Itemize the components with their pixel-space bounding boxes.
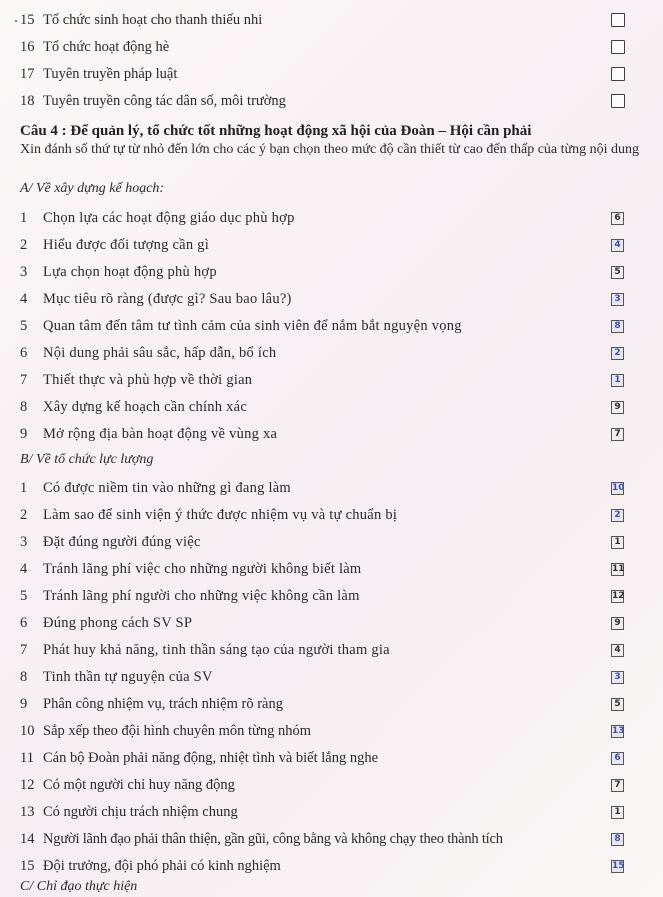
item-text: Thiết thực và phù hợp về thời gian: [43, 372, 253, 388]
list-item: [0, 262, 663, 288]
item-text: Đội trưởng, đội phó phải có kinh nghiệm: [43, 858, 281, 874]
item-number: 2: [20, 507, 28, 523]
rank-box[interactable]: 13: [612, 726, 625, 736]
item-number: 14: [20, 831, 35, 847]
question-instruction: Xin đánh số thứ tự từ nhỏ đến lớn cho các ý bạn chọn theo mức độ cần thiết từ cao đến thấp của từng nội dung: [20, 142, 640, 157]
rank-box[interactable]: 9: [611, 617, 624, 630]
list-item: [0, 748, 663, 774]
item-text: Tránh lãng phí người cho những việc không cần làm: [43, 588, 360, 604]
item-text: Tinh thần tự nguyện của SV: [43, 669, 213, 685]
rank-box[interactable]: 7: [611, 779, 624, 792]
item-number: 9: [20, 426, 28, 442]
rank-checkbox[interactable]: [611, 67, 625, 81]
rank-box[interactable]: 6: [611, 752, 624, 765]
item-text: Tránh lãng phí việc cho những người không biết làm: [43, 561, 362, 577]
item-number: 4: [20, 291, 28, 307]
item-text: Có được niềm tin vào những gì đang làm: [43, 480, 291, 496]
list-item: [0, 37, 663, 63]
stray-mark: [15, 20, 17, 22]
section-c-title: C/ Chỉ đạo thực hiện: [20, 879, 138, 894]
item-number: 8: [20, 669, 28, 685]
item-text: Tổ chức sinh hoạt cho thanh thiếu nhi: [43, 12, 263, 28]
rank-checkbox[interactable]: [611, 13, 625, 27]
item-number: 5: [20, 318, 28, 334]
item-number: 2: [20, 237, 28, 253]
item-number: 13: [20, 804, 35, 820]
item-text: Tổ chức hoạt động hè: [43, 39, 170, 55]
item-number: 8: [20, 399, 28, 415]
rank-box[interactable]: 6: [611, 212, 624, 225]
rank-box[interactable]: 15: [612, 861, 625, 871]
rank-box[interactable]: 8: [611, 833, 624, 846]
list-item: [0, 424, 663, 450]
list-item: [0, 613, 663, 639]
item-number: 18: [20, 93, 35, 109]
rank-box[interactable]: 5: [611, 266, 624, 279]
item-number: 3: [20, 264, 28, 280]
item-text: Người lãnh đạo phải thân thiện, gần gũi, công bằng và không chạy theo thành tích: [43, 831, 503, 847]
item-number: 7: [20, 642, 28, 658]
rank-box[interactable]: 9: [611, 401, 624, 414]
list-item: [0, 91, 663, 117]
item-text: Lựa chọn hoạt động phù hợp: [43, 264, 217, 280]
rank-box[interactable]: 1: [611, 374, 624, 387]
item-number: 11: [20, 750, 34, 766]
item-number: 6: [20, 345, 28, 361]
item-text: Mở rộng địa bàn hoạt động về vùng xa: [43, 426, 278, 442]
rank-box[interactable]: 5: [611, 698, 624, 711]
item-text: Xây dựng kế hoạch cần chính xác: [43, 399, 248, 415]
list-item: [0, 775, 663, 801]
list-item: [0, 208, 663, 234]
list-item: [0, 397, 663, 423]
section-a-title: A/ Về xây dựng kế hoạch:: [20, 181, 165, 196]
rank-box[interactable]: 3: [611, 293, 624, 306]
item-number: 1: [20, 210, 28, 226]
list-item: [0, 505, 663, 531]
rank-box[interactable]: 12: [612, 591, 625, 601]
list-item: [0, 316, 663, 342]
item-number: 9: [20, 696, 28, 712]
item-number: 16: [20, 39, 35, 55]
list-item: [0, 478, 663, 504]
list-item: [0, 640, 663, 666]
item-text: Đúng phong cách SV SP: [43, 615, 193, 631]
item-text: Phát huy khả năng, tinh thần sáng tạo của người tham gia: [43, 642, 390, 658]
rank-box[interactable]: 8: [611, 320, 624, 333]
list-item: [0, 694, 663, 720]
rank-box[interactable]: 11: [612, 564, 625, 574]
rank-box[interactable]: 10: [612, 483, 625, 493]
item-text: Có người chịu trách nhiệm chung: [43, 804, 238, 820]
item-text: Chọn lựa các hoạt động giáo dục phù hợp: [43, 210, 295, 226]
item-text: Hiểu được đối tượng cần gì: [43, 237, 210, 253]
list-item: [0, 343, 663, 369]
section-b-title: B/ Về tổ chức lực lượng: [20, 452, 154, 467]
list-item: [0, 559, 663, 585]
item-text: Có một người chỉ huy năng động: [43, 777, 235, 793]
item-text: Phân công nhiệm vụ, trách nhiệm rõ ràng: [43, 696, 283, 712]
question-title: Câu 4 : Để quản lý, tổ chức tốt những hoạt động xã hội của Đoàn – Hội cần phải: [20, 123, 532, 139]
item-text: Mục tiêu rõ ràng (được gì? Sau bao lâu?): [43, 291, 292, 307]
list-item: [0, 586, 663, 612]
item-number: 15: [20, 12, 35, 28]
item-number: 1: [20, 480, 28, 496]
rank-checkbox[interactable]: [611, 40, 625, 54]
list-item: [0, 829, 663, 855]
rank-box[interactable]: 1: [611, 806, 624, 819]
item-text: Cán bộ Đoàn phải năng động, nhiệt tình và biết lắng nghe: [43, 750, 379, 766]
item-number: 15: [20, 858, 35, 874]
list-item: [0, 289, 663, 315]
item-number: 12: [20, 777, 35, 793]
item-number: 5: [20, 588, 28, 604]
rank-box[interactable]: 1: [611, 536, 624, 549]
item-number: 3: [20, 534, 28, 550]
item-text: Làm sao để sinh viện ý thức được nhiệm vụ và tự chuẩn bị: [43, 507, 398, 523]
item-number: 4: [20, 561, 28, 577]
item-text: Nội dung phải sâu sắc, hấp dẫn, bổ ích: [43, 345, 277, 361]
rank-box[interactable]: 2: [611, 509, 624, 522]
list-item: [0, 370, 663, 396]
item-text: Quan tâm đến tâm tư tình cảm của sinh viên để nắm bắt nguyện vọng: [43, 318, 462, 334]
list-item: [0, 532, 663, 558]
list-item: [0, 235, 663, 261]
list-item: [0, 10, 663, 36]
item-text: Đặt đúng người đúng việc: [43, 534, 201, 550]
item-text: Tuyên truyền pháp luật: [43, 66, 178, 82]
item-number: 7: [20, 372, 28, 388]
item-text: Tuyên truyền công tác dân số, môi trường: [43, 93, 286, 109]
rank-box[interactable]: 7: [611, 428, 624, 441]
item-number: 17: [20, 66, 35, 82]
list-item: [0, 721, 663, 747]
list-item: [0, 802, 663, 828]
item-number: 6: [20, 615, 28, 631]
rank-box[interactable]: 2: [611, 347, 624, 360]
item-number: 10: [20, 723, 35, 739]
item-text: Sắp xếp theo đội hình chuyên môn từng nhóm: [43, 723, 312, 739]
rank-box[interactable]: 4: [611, 644, 624, 657]
rank-box[interactable]: 3: [611, 671, 624, 684]
rank-checkbox[interactable]: [611, 94, 625, 108]
list-item: [0, 64, 663, 90]
rank-box[interactable]: 4: [611, 239, 624, 252]
list-item: [0, 667, 663, 693]
